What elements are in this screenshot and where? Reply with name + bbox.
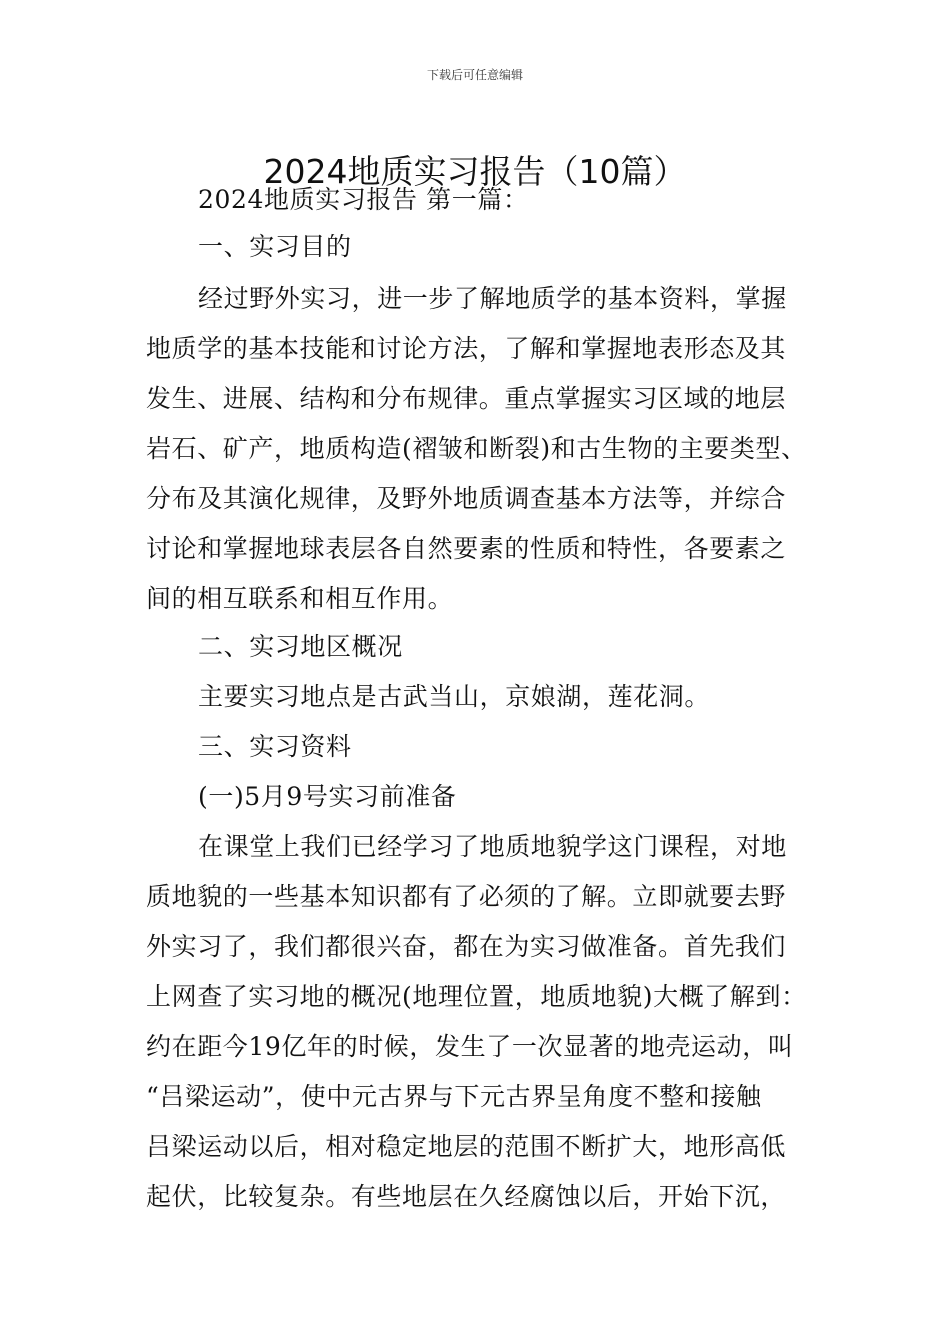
paragraph-line: 质地貌的一些基本知识都有了必须的了解。立即就要去野 bbox=[146, 882, 787, 911]
paragraph-line: 外实习了，我们都很兴奋，都在为实习做准备。首先我们 bbox=[146, 932, 787, 961]
paragraph-line: 经过野外实习，进一步了解地质学的基本资料，掌握 bbox=[198, 284, 787, 313]
subsection-heading: (一)5月9号实习前准备 bbox=[198, 782, 457, 811]
paragraph-line: 讨论和掌握地球表层各自然要素的性质和特性，各要素之 bbox=[146, 534, 787, 563]
paragraph-line: 间的相互联系和相互作用。 bbox=[146, 584, 454, 613]
paragraph-line: 主要实习地点是古武当山，京娘湖，莲花洞。 bbox=[198, 682, 711, 711]
document-title: 2024地质实习报告（10篇） bbox=[263, 152, 687, 192]
section-heading-area: 二、实习地区概况 bbox=[198, 632, 403, 661]
section-heading-part-one: 2024地质实习报告 第一篇： bbox=[198, 185, 529, 214]
paragraph-line: 上网查了实习地的概况(地理位置，地质地貌)大概了解到： bbox=[146, 982, 807, 1011]
section-heading-content: 三、实习资料 bbox=[198, 732, 352, 761]
paragraph-line: “吕梁运动”，使中元古界与下元古界呈角度不整和接触 bbox=[146, 1082, 762, 1111]
paragraph-line: 地质学的基本技能和讨论方法，了解和掌握地表形态及其 bbox=[146, 334, 787, 363]
paragraph-line: 吕梁运动以后，相对稳定地层的范围不断扩大，地形高低 bbox=[146, 1132, 787, 1161]
paragraph-line: 起伏，比较复杂。有些地层在久经腐蚀以后，开始下沉， bbox=[146, 1182, 787, 1211]
paragraph-line: 约在距今19亿年的时候，发生了一次显著的地壳运动，叫 bbox=[146, 1032, 794, 1061]
header-note: 下载后可任意编辑 bbox=[426, 68, 523, 82]
paragraph-line: 岩石、矿产，地质构造(褶皱和断裂)和古生物的主要类型、 bbox=[146, 434, 807, 463]
section-heading-purpose: 一、实习目的 bbox=[198, 232, 352, 261]
paragraph-line: 发生、进展、结构和分布规律。重点掌握实习区域的地层 bbox=[146, 384, 787, 413]
paragraph-line: 分布及其演化规律，及野外地质调查基本方法等，并综合 bbox=[146, 484, 787, 513]
paragraph-line: 在课堂上我们已经学习了地质地貌学这门课程，对地 bbox=[198, 832, 787, 861]
